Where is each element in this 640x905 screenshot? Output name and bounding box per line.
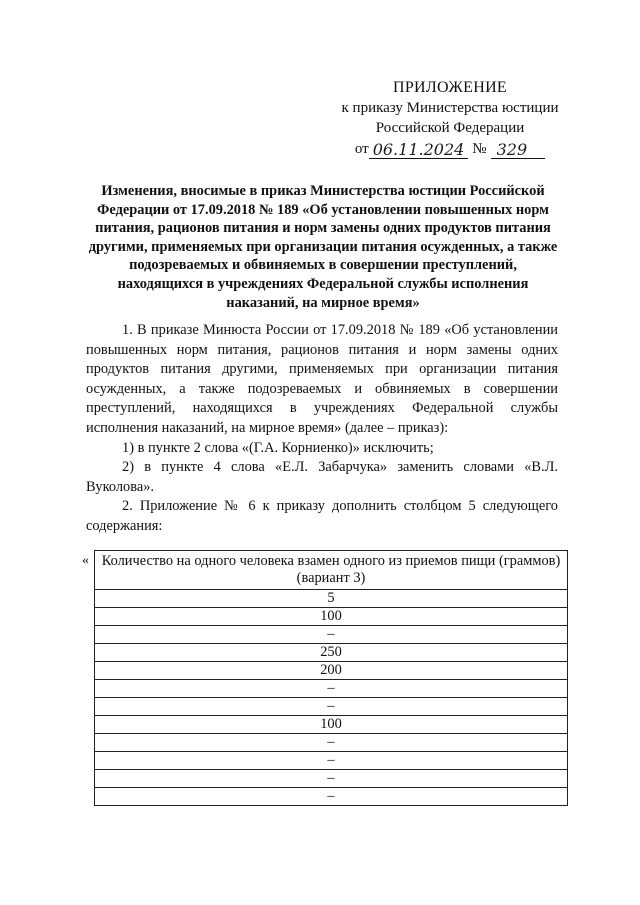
paragraph-1-item-1: 1) в пункте 2 слова «(Г.А. Корниенко)» исключить; <box>122 439 434 456</box>
table-cell: – <box>95 680 568 698</box>
table-cell: – <box>95 788 568 806</box>
table-header-cell: Количество на одного человека взамен одного из приемов пищи (граммов) (вариант 3) <box>95 551 568 590</box>
handwritten-date: 06.11.2024 <box>369 141 469 159</box>
table-cell: – <box>95 734 568 752</box>
table-row <box>95 770 568 788</box>
paragraph-2: 2. Приложение № 6 к приказу дополнить столбцом 5 следующего содержания: <box>86 498 558 534</box>
table-cell: – <box>95 752 568 770</box>
table-row <box>95 662 568 680</box>
annex-line-2: Российской Федерации <box>375 120 525 136</box>
table-cell: 250 <box>95 644 568 662</box>
table-row <box>95 626 568 644</box>
paragraph-1: 1. В приказе Минюста России от 17.09.2018 № 189 «Об установлении повышенных норм питания, рационов питания и норм замены одних продуктов питания другими, применяемых при организации питания осужденных, а также подозреваемых и обвиняемых в совершении преступлений, находящихся в учреждениях Федеральной службы исполнения наказаний, на мирное время» (далее – приказ): <box>86 322 558 436</box>
table-row <box>95 680 568 698</box>
table-row <box>95 752 568 770</box>
annex-date-number-line <box>330 139 570 159</box>
annex-block <box>330 78 570 159</box>
table-cell: 5 <box>95 590 568 608</box>
table-row <box>95 716 568 734</box>
table-row <box>95 644 568 662</box>
table-cell: – <box>95 698 568 716</box>
handwritten-number: 329 <box>491 141 546 159</box>
table-cell: 200 <box>95 662 568 680</box>
table-row <box>95 608 568 626</box>
table-header-row <box>95 551 568 590</box>
table-row <box>95 590 568 608</box>
table-cell: 100 <box>95 716 568 734</box>
table-row <box>95 788 568 806</box>
annex-title: ПРИЛОЖЕНИЕ <box>392 79 507 96</box>
document-body <box>86 321 558 537</box>
annex-line-1: к приказу Министерства юстиции <box>341 100 559 116</box>
annex-from-prefix: от <box>354 141 369 157</box>
annex-number-prefix: № <box>472 141 487 157</box>
table-row <box>95 698 568 716</box>
table-cell: – <box>95 626 568 644</box>
document-heading: Изменения, вносимые в приказ Министерства юстиции Российской Федерации от 17.09.2018 № 189 «Об установлении повышенных норм питания, рационов питания и норм замены одних продуктов питания другими, применяемых при организации питания осужденных, а также подозреваемых и обвиняемых в совершении преступлений, находящихся в учреждениях Федеральной службы исполнения наказаний, на мирное время» <box>88 183 558 311</box>
table-row <box>95 734 568 752</box>
paragraph-1-item-2: 2) в пункте 4 слова «Е.Л. Забарчука» заменить словами «В.Л. Вуколова». <box>86 459 558 495</box>
table-open-quote: « <box>82 553 89 568</box>
table-cell: 100 <box>95 608 568 626</box>
norms-table <box>94 550 568 806</box>
table-cell: – <box>95 770 568 788</box>
